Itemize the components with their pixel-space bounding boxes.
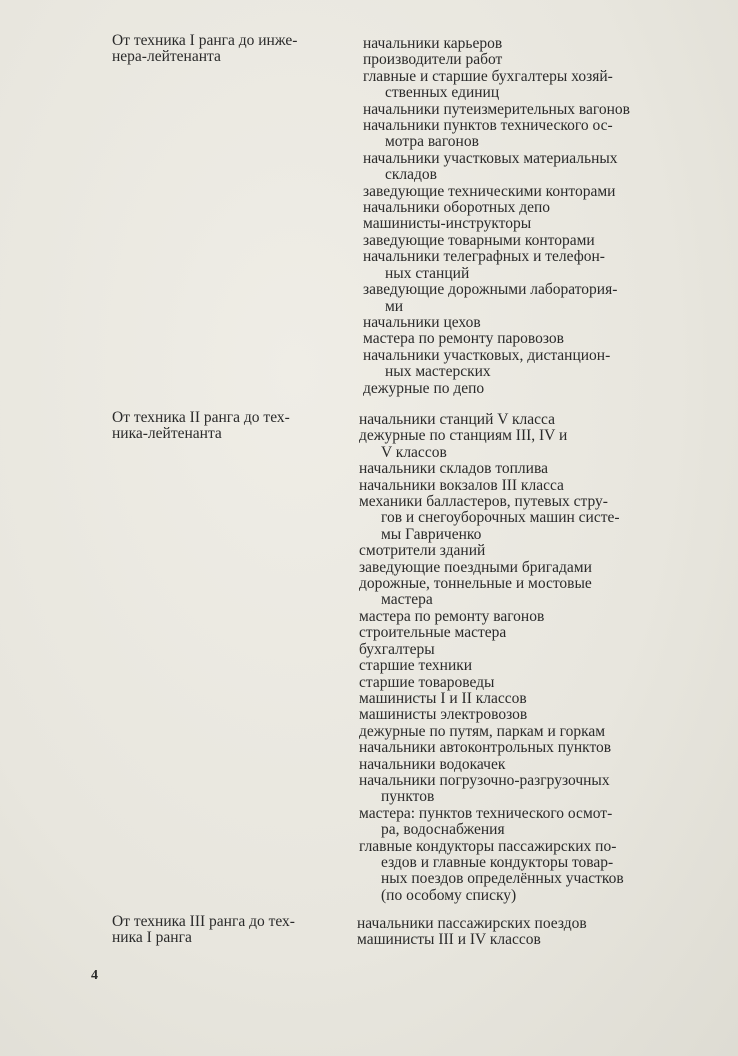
position-line: ми [385,297,404,315]
position-line: машинисты электровозов [359,706,528,724]
position-entry [357,916,667,932]
position-entry [359,576,669,609]
position-entry [363,315,673,331]
position-line: складов [385,166,437,184]
position-line: начальники оборотных депо [363,199,551,217]
position-entry [359,806,669,839]
position-line: бухгалтеры [359,640,435,658]
position-line: главные и старшие бухгалтеры хозяй- [363,67,613,85]
position-entry [359,609,669,625]
position-line: начальники телеграфных и телефон- [363,248,605,266]
positions-list-3 [357,916,667,949]
position-entry [359,543,669,559]
position-line: начальники участковых, дистанцион- [363,346,611,364]
rank-line: ника-лейтенанта [112,425,222,443]
position-line: машинисты-инструкторы [363,215,532,233]
position-line: мастера: пунктов технического осмот- [359,804,613,822]
position-entry [363,52,673,68]
position-line: мотра вагонов [385,133,479,151]
position-entry [363,118,673,151]
position-entry [363,381,673,397]
position-line: машинисты III и IV классов [357,931,541,949]
position-line: мастера по ремонту паровозов [363,330,564,348]
position-line: (по особому списку) [381,886,517,904]
position-entry [363,331,673,347]
position-line: дежурные по станциям III, IV и [359,427,568,445]
position-entry [359,740,669,756]
position-entry [359,675,669,691]
position-line: мы Гавриченко [381,525,482,543]
position-line: заведующие дорожными лаборатория- [363,281,618,299]
position-entry [357,932,667,948]
position-line: начальники цехов [363,313,481,331]
rank-range-3 [112,914,344,947]
position-line: машинисты I и II классов [359,689,527,707]
position-line: производители работ [363,51,503,69]
position-line: начальники станций V класса [359,411,555,428]
position-line: дорожные, тоннельные и мостовые [359,575,592,593]
position-entry [363,233,673,249]
position-line: главные кондукторы пассажирских по- [359,837,617,855]
position-line: начальники карьеров [363,35,503,52]
position-line: дежурные по путям, паркам и горкам [359,722,606,740]
position-entry [359,478,669,494]
position-entry [363,348,673,381]
rank-line: ника I ранга [112,929,192,947]
position-line: гов и снегоуборочных машин систе- [381,509,620,527]
position-line: дежурные по депо [363,379,485,397]
position-line: смотрители зданий [359,542,486,560]
position-line: мастера по ремонту вагонов [359,607,545,625]
position-line: начальники участковых материальных [363,149,618,167]
position-entry [359,428,669,461]
position-line: строительные мастера [359,624,507,642]
position-line: заведующие поездными бригадами [359,558,592,576]
position-line: заведующие товарными конторами [363,231,595,249]
position-entry [359,642,669,658]
position-line: ных поездов определённых участков [381,870,624,888]
position-entry [363,184,673,200]
position-entry [359,757,669,773]
position-line: пунктов [381,788,435,806]
position-line: ственных единиц [385,84,500,102]
position-line: начальники пунктов технического ос- [363,117,613,135]
position-entry [363,200,673,216]
position-entry [359,691,669,707]
position-entry [359,724,669,740]
positions-list-2 [359,412,669,904]
position-line: начальники путеизмерительных вагонов [363,100,630,118]
position-line: ных станций [385,264,470,282]
position-line: начальники погрузочно-разгрузочных [359,771,610,789]
position-line: механики балластеров, путевых стру- [359,493,608,511]
position-line: начальники пассажирских поездов [357,915,587,932]
position-entry [359,494,669,543]
position-entry [359,625,669,641]
position-line: V классов [381,443,447,461]
position-entry [363,249,673,282]
position-entry [359,707,669,723]
position-line: начальники вокзалов III класса [359,476,564,494]
position-entry [359,773,669,806]
rank-line: нера-лейтенанта [112,48,221,66]
position-entry [363,102,673,118]
rank-line: От техника II ранга до тех- [112,409,290,426]
rank-range-1 [112,33,344,66]
positions-list-1 [363,36,673,397]
position-line: мастера [381,591,433,609]
position-line: старшие товароведы [359,673,495,691]
position-line: ра, водоснабжения [381,821,505,839]
position-line: заведующие техническими конторами [363,182,616,200]
position-line: начальники водокачек [359,755,506,773]
position-line: ездов и главные кондукторы товар- [381,853,614,871]
position-line: старшие техники [359,657,473,675]
position-entry [363,36,673,52]
position-line: ных мастерских [385,363,491,381]
position-entry [359,839,669,905]
rank-line: От техника III ранга до тех- [112,913,295,930]
position-entry [363,216,673,232]
position-line: начальники автоконтрольных пунктов [359,739,612,757]
rank-range-2 [112,410,344,443]
rank-line: От техника I ранга до инже- [112,32,298,49]
position-entry [359,560,669,576]
position-entry [359,461,669,477]
position-entry [359,658,669,674]
position-entry [359,412,669,428]
position-line: начальники складов топлива [359,460,548,478]
position-entry [363,151,673,184]
position-entry [363,69,673,102]
page-number: 4 [91,968,98,983]
position-entry [363,282,673,315]
